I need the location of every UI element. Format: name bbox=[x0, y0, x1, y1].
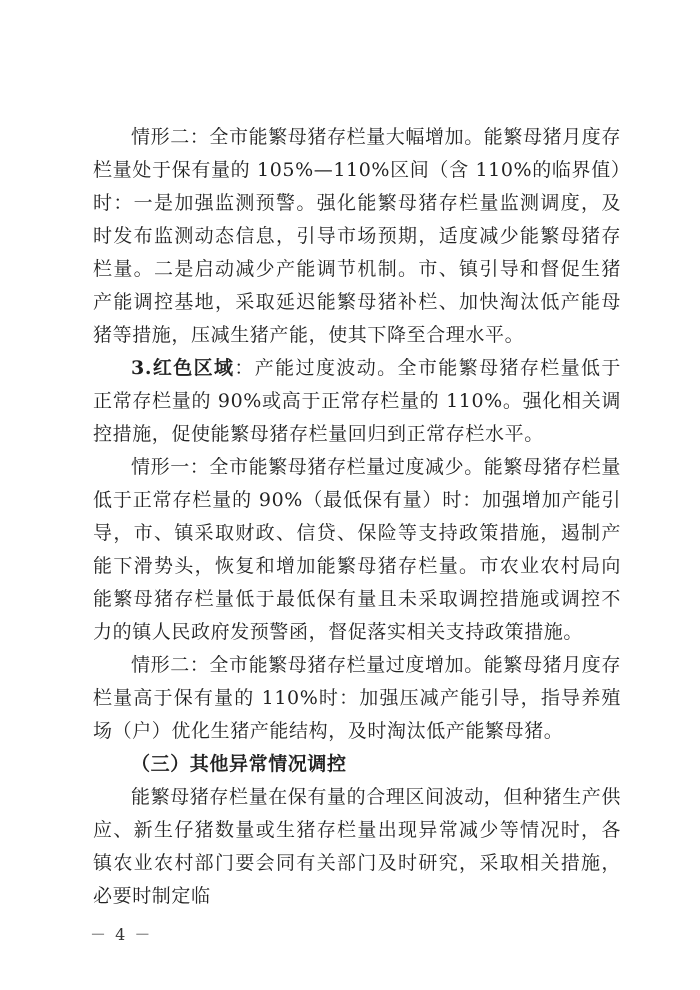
red-zone-text: ：产能过度波动。全市能繁母猪存栏量低于正常存栏量的 90%或高于正常存栏量的 110%。强化相关调控措施，促使能繁母猪存栏量回归到正常存栏水平。 bbox=[93, 357, 622, 445]
paragraph-scenario-two-increase: 情形二：全市能繁母猪存栏量大幅增加。能繁母猪月度存栏量处于保有量的 105%—110%区间（含 110%的临界值）时：一是加强监测预警。强化能繁母猪存栏量监测调度，及时发布监测动态信息，引导市场预期，适度减少能繁母猪存栏量。二是启动减少产能调节机制。市、镇引导和督促生猪产能调控基地，采取延迟能繁母猪补栏、加快淘汰低产能母猪等措施，压减生猪产能，使其下降至合理水平。 bbox=[93, 126, 622, 346]
paragraph-scenario-one-decrease: 情形一：全市能繁母猪存栏量过度减少。能繁母猪存栏量低于正常存栏量的 90%（最低保有量）时：加强增加产能引导，市、镇采取财政、信贷、保险等支持政策措施，遏制产能下滑势头，恢复和增加能繁母猪存栏量。市农业农村局向能繁母猪存栏量低于最低保有量且未采取调控措施或调控不力的镇人民政府发预警函，督促落实相关支持政策措施。 bbox=[93, 456, 622, 643]
document-body bbox=[93, 121, 621, 913]
paragraph-red-zone bbox=[93, 352, 621, 451]
paragraph-scenario-two-excess: 情形二：全市能繁母猪存栏量过度增加。能繁母猪月度存栏量高于保有量的 110%时：加强压减产能引导，指导养殖场（户）优化生猪产能结构，及时淘汰低产能繁母猪。 bbox=[93, 654, 622, 742]
page-number: － 4 － bbox=[90, 925, 153, 944]
red-zone-label: 3.红色区域 bbox=[131, 357, 235, 379]
paragraph-other-anomalies: 能繁母猪存栏量在保有量的合理区间波动，但种猪生产供应、新生仔猪数量或生猪存栏量出现异常减少等情况时，各镇农业农村部门要会同有关部门及时研究，采取相关措施，必要时制定临 bbox=[93, 786, 622, 907]
section-heading-other-anomalies: （三）其他异常情况调控 bbox=[131, 753, 347, 775]
